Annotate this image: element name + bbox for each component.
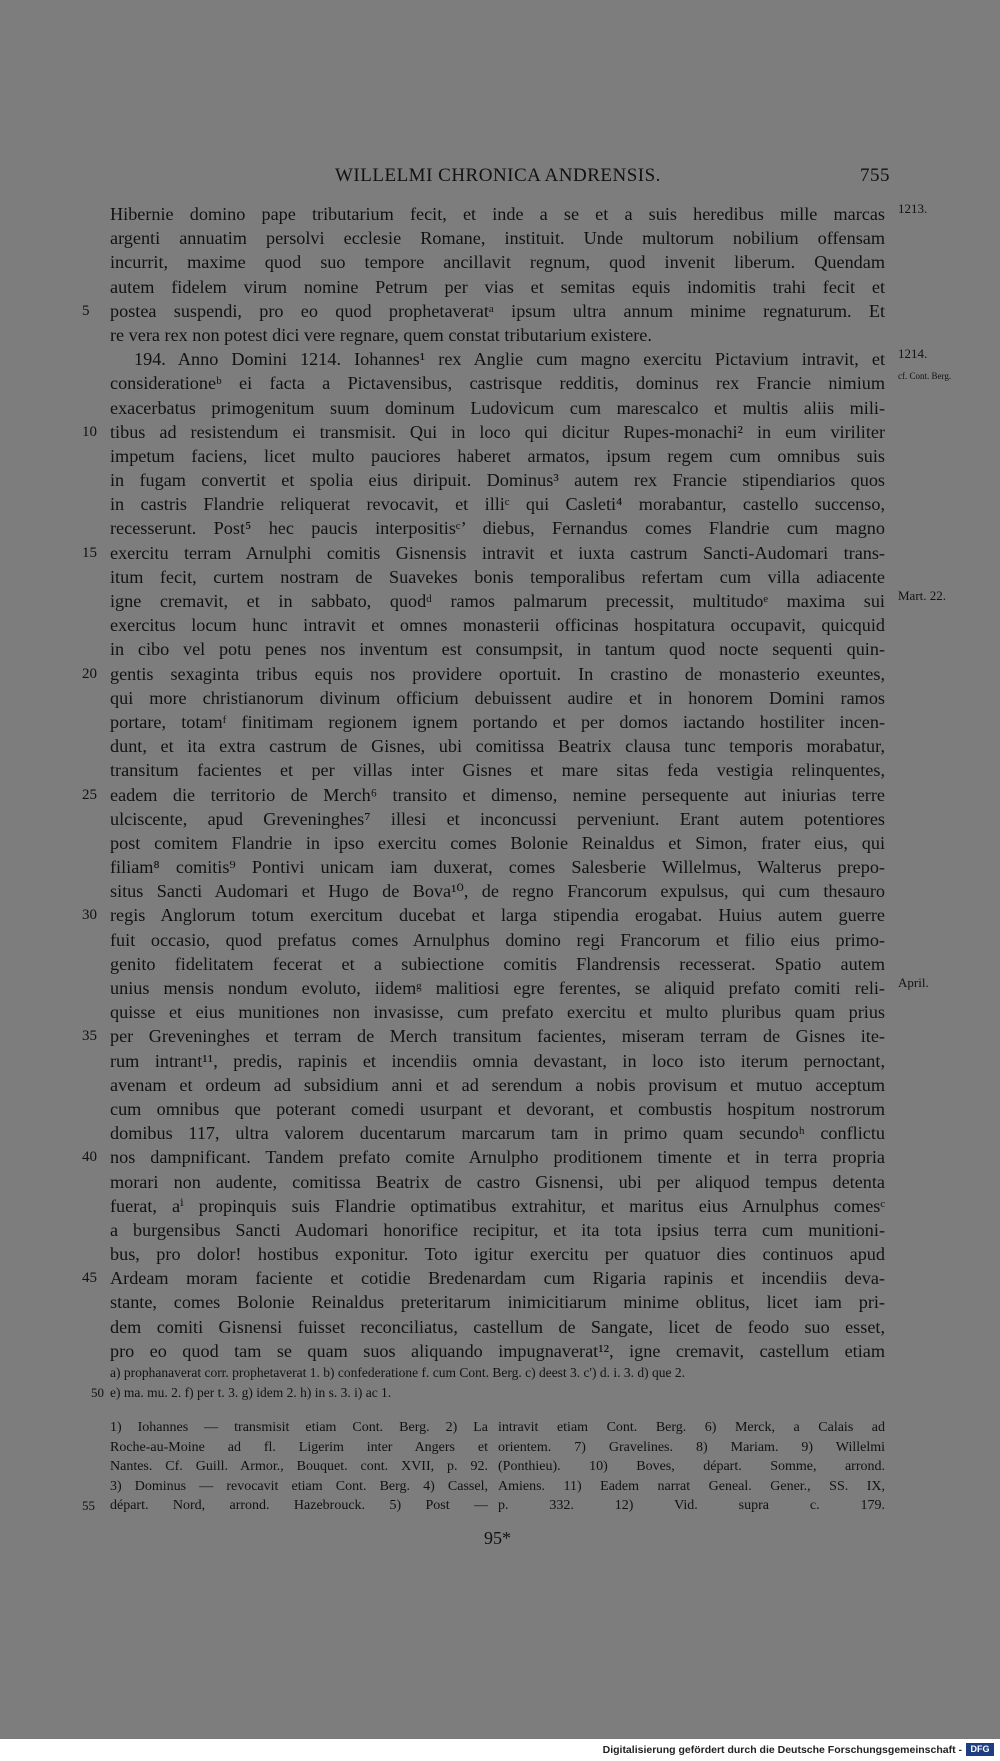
footnote-line: (Ponthieu). 10) Boves, départ. Somme, arrond. bbox=[498, 1459, 885, 1474]
line-number: 25 bbox=[82, 786, 97, 803]
text-line: domibus 117, ultra valorem ducentarum marcarum tam in primo quam secundoʰ conflictu bbox=[110, 1123, 885, 1144]
text-line: fuerat, aⁱ propinquis suis Flandrie optimatibus extrahitur, et maritus eius Arnulphus comesᶜ bbox=[110, 1195, 885, 1216]
line-number: 30 bbox=[82, 907, 97, 924]
text-line: re vera rex non potest dici vere regnare, quem constat tributarium existere. bbox=[110, 324, 652, 345]
footnotes-left-column bbox=[82, 1418, 488, 1516]
text-line: rum intrant¹¹, predis, rapinis et incendiis omnia devastant, in loco isto iterum pernoctant, bbox=[110, 1050, 885, 1071]
footnote-line: Nantes. Cf. Guill. Armor., Bouquet. cont. XVII, p. 92. bbox=[110, 1459, 488, 1474]
main-text bbox=[82, 201, 952, 1363]
text-line: in cibo vel potu penes nos inventum est consumpsit, in tantum quod nocte sequenti quin- bbox=[110, 639, 885, 660]
text-line: exercitu terram Arnulphi comitis Gisnensis intravit et iuxta castrum Sancti-Audomari trans- 15 bbox=[110, 541, 885, 565]
footnote-line: 3) Dominus — revocavit etiam Cont. Berg. 4) Cassel, bbox=[110, 1478, 488, 1494]
line-number: 15 bbox=[82, 544, 97, 561]
text-line: regis Anglorum totum exercitum ducebat et larga stipendia erogabat. Huius autem guerre 30 bbox=[110, 903, 885, 927]
footnotes-right-column bbox=[498, 1418, 885, 1516]
line-number: 45 bbox=[82, 1270, 97, 1287]
line-number: 10 bbox=[82, 423, 97, 440]
text-line: transitum facientes et per villas inter Gisnes et mare sitas feda vestigia relinquentes, bbox=[110, 760, 885, 781]
footer-credit: Digitalisierung gefördert durch die Deutsche Forschungsgemeinschaft - bbox=[602, 1744, 962, 1756]
line-number: 50 bbox=[91, 1384, 104, 1400]
text-line: gentis sexaginta tribus equis nos providere oportuit. In crastino de monasterio exeuntes, 20 bbox=[110, 662, 885, 686]
line-number: 20 bbox=[82, 665, 97, 682]
margin-note: cf. Cont. Berg. bbox=[898, 371, 952, 382]
footer-bar bbox=[0, 1739, 1000, 1761]
margin-note: Mart. 22. bbox=[898, 588, 947, 603]
margin-note: April. bbox=[898, 975, 929, 990]
text-line: in castris Flandrie reliquerat revocavit, et illiᶜ qui Casleti⁴ morabantur, castello succenso, bbox=[110, 494, 885, 515]
text-line: portare, totamᶠ finitimam regionem ignem portando et per domos iactando hostiliter incen- bbox=[110, 711, 885, 732]
text-line: filiam⁸ comitis⁹ Pontivi unicam iam duxerat, comes Salesberie Willelmus, Walterus prepo- bbox=[110, 857, 885, 878]
text-line: bus, pro dolor! hostibus exponitur. Toto igitur exercitu per quatuor dies continuos apud bbox=[110, 1244, 885, 1265]
text-line: postea suspendi, pro eo quod prophetaveratᵃ ipsum ultra annum minime regnaturum. Et 5 bbox=[110, 299, 885, 323]
signature-mark: 95* bbox=[484, 1528, 511, 1548]
footnote-line: Roche-au-Moine ad fl. Ligerim inter Angers et bbox=[110, 1439, 488, 1455]
footnote-line: p. 332. 12) Vid. supra c. 179. bbox=[498, 1498, 885, 1513]
text-line: Hibernie domino pape tributarium fecit, et inde a se et a suis heredibus mille marcas 1213. bbox=[110, 201, 928, 224]
text-line: itum fecit, curtem nostram de Suavekes bonis temporalibus refertam cum villa adiacente bbox=[110, 566, 885, 587]
text-line: pro eo quod tam se quam suos aliquando impugnaverat¹², igne cremavit, castellum etiam bbox=[110, 1340, 885, 1361]
text-line: dunt, et ita extra castrum de Gisnes, ubi comitissa Beatrix clausa tunc temporis morabatur, bbox=[110, 736, 885, 757]
text-line: genito fidelitatem fecerat et a subiectione comitis Flandrensis recesserat. Spatio autem bbox=[110, 953, 885, 974]
text-line: qui more christianorum divinum officium debuissent audire et in honorem Domini ramos bbox=[110, 687, 885, 708]
footnote-line: orientem. 7) Gravelines. 8) Mariam. 9) Willelmi bbox=[498, 1439, 885, 1455]
footnote-line: départ. Nord, arrond. Hazebrouck. 5) Post — 55 bbox=[110, 1496, 488, 1516]
text-line: considerationeᵇ ei facta a Pictavensibus, castrisque redditis, dominus rex Francie nimium cf. Cont. Berg. bbox=[110, 371, 952, 394]
margin-note: 1214. bbox=[898, 346, 928, 362]
footnote-line: Amiens. 11) Eadem narrat Geneal. Gener., SS. IX, bbox=[498, 1478, 885, 1494]
text-line: quisse et eius munitiones non invasisse, cum prefato exercitu et multo pluribus quam prius bbox=[110, 1002, 885, 1023]
text-line: situs Sancti Audomari et Hugo de Bova¹⁰, de regno Francorum expulsus, qui cum thesauro bbox=[110, 881, 885, 902]
text-line: stante, comes Bolonie Reinaldus preteritarum inimicitiarum minime oblitus, licet iam pri- bbox=[110, 1292, 885, 1313]
text-line: cum omnibus que poterant comedi usurpant et devorant, et combustis hospitum nostrorum bbox=[110, 1098, 885, 1119]
variant-line: a) prophanaverat corr. prophetaverat 1. b) confederatione f. cum Cont. Berg. c) deest 3. c') d. i. 3. d) que 2. bbox=[110, 1365, 685, 1380]
line-number: 40 bbox=[82, 1149, 97, 1166]
text-line: nos dampnificant. Tandem prefato comite Arnulpho proditionem timente et in terra propria 40 bbox=[110, 1145, 885, 1169]
dfg-logo: DFG bbox=[966, 1743, 994, 1756]
header-title: WILLELMI CHRONICA ANDRENSIS. bbox=[335, 165, 661, 186]
footnote-line: intravit etiam Cont. Berg. 6) Merck, a Calais ad bbox=[498, 1420, 885, 1435]
text-line: tibus ad resistendum ei transmisit. Qui in loco qui dicitur Rupes-monachi² in eum viriliter 10 bbox=[110, 420, 885, 444]
text-line: autem fidelem virum nomine Petrum per vias et semitas equis indomitis trahi fecit et bbox=[110, 276, 885, 297]
text-line: in fugam convertit et spolia eius diripuit. Dominus³ autem rex Francie stipendiarios quos bbox=[110, 470, 885, 491]
text-line: morari non audente, comitissa Beatrix de castro Gisnensi, ubi per aliquod tempus detenta bbox=[110, 1171, 885, 1192]
text-line: eadem die territorio de Merch⁶ transito et dimenso, nemine persequente aut iniurias terre 25 bbox=[110, 783, 885, 807]
text-line: argenti annuatim persolvi ecclesie Romane, instituit. Unde multorum nobilium offensam bbox=[110, 228, 885, 249]
text-line: per Greveninghes et terram de Merch transitum facientes, miseram terram de Gisnes ite- 35 bbox=[110, 1024, 885, 1048]
text-line: fuit occasio, quod prefatus comes Arnulphus domino regi Francorum et filio eius primo- bbox=[110, 929, 885, 950]
margin-note: 1213. bbox=[898, 201, 928, 216]
text-line: post comitem Flandrie in ipso exercitu comes Bolonie Reinaldus et Simon, frater eius, qui bbox=[110, 832, 885, 853]
variant-notes bbox=[91, 1363, 885, 1402]
line-number: 5 bbox=[82, 302, 90, 319]
text-line: impetum faciens, licet multo pauciores haberet armatos, ipsum regem cum omnibus suis bbox=[110, 445, 885, 466]
text-line: exercitus locum hunc intravit et omnes monasterii officinas hospitatura occupavit, quicquid bbox=[110, 615, 885, 636]
text-line: exacerbatus primogenitum suum dominum Ludovicum cum marescalco et multis aliis mili- bbox=[110, 397, 885, 418]
text-line: unius mensis nondum evoluto, iidemᵍ malitiosi egre ferentes, se aliquid prefato comiti reli- April. bbox=[110, 975, 929, 998]
text-line: 194. Anno Domini 1214. Iohannes¹ rex Anglie cum magno exercitu Pictavium intravit, et 1214. bbox=[134, 346, 928, 370]
text-line: ulciscente, apud Greveninghes⁷ illesi et inconcussi perveniunt. Erant autem potentiores bbox=[110, 808, 885, 829]
text-line: a burgensibus Sancti Audomari honorifice recipitur, et ita tota ipsius terra cum munitioni- bbox=[110, 1219, 885, 1240]
text-line: Ardeam moram faciente et cotidie Bredenardam cum Rigaria rapinis et incendiis deva- 45 bbox=[110, 1266, 885, 1290]
variant-line: e) ma. mu. 2. f) per t. 3. g) idem 2. h) in s. 3. i) ac 1. 50 bbox=[110, 1383, 885, 1403]
footnote-line: 1) Iohannes — transmisit etiam Cont. Berg. 2) La bbox=[110, 1420, 488, 1435]
line-number: 35 bbox=[82, 1028, 97, 1045]
line-number: 55 bbox=[82, 1498, 95, 1513]
page-number: 755 bbox=[860, 165, 890, 186]
text-line: incurrit, maxime quod suo tempore ancillavit regnum, quod invenit liberum. Quendam bbox=[110, 252, 885, 273]
text-line: dem comiti Gisnensi fuisset reconciliatus, castellum de Sangate, licet de feodo suo esset, bbox=[110, 1316, 885, 1337]
text-line: recesserunt. Post⁵ hec paucis interpositisᶜ’ diebus, Fernandus comes Flandrie cum magno bbox=[110, 518, 885, 539]
text-line: igne cremavit, et in sabbato, quodᵈ ramos palmarum precessit, multitudoᵉ maxima sui Mart. 22. bbox=[110, 588, 947, 611]
text-line: avenam et ordeum ad subsidium anni et ad serendum a nobis provisum et mutuo acceptum bbox=[110, 1074, 885, 1095]
